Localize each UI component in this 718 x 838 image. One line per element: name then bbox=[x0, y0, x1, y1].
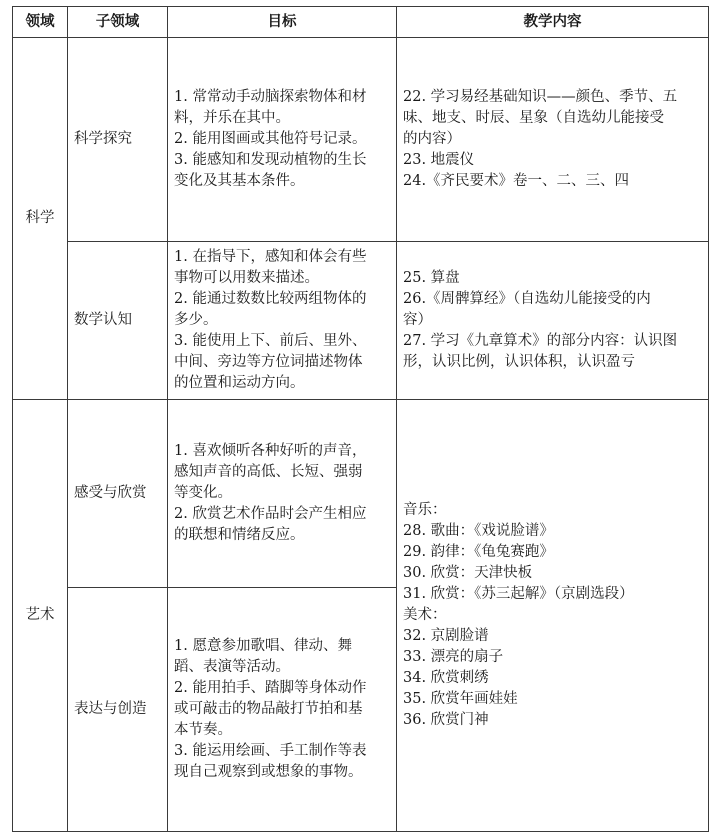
goal-line: 感知声音的高低、长短、强弱 bbox=[174, 464, 363, 480]
row-science-math bbox=[13, 242, 709, 400]
header-domain: 领域 bbox=[13, 7, 68, 38]
goal-line: 事物可以用数来描述。 bbox=[174, 270, 319, 286]
header-content: 教学内容 bbox=[397, 7, 709, 38]
header-subdomain: 子领域 bbox=[68, 7, 168, 38]
goal-line: 料，并乐在其中。 bbox=[174, 110, 290, 126]
content-line: 30. 欣赏：天津快板 bbox=[403, 565, 533, 581]
goal-line: 中间、旁边等方位词描述物体 bbox=[174, 354, 363, 370]
goal-line: 多少。 bbox=[174, 312, 218, 328]
content-line: 32. 京剧脸谱 bbox=[403, 628, 489, 644]
header-goals: 目标 bbox=[168, 7, 397, 38]
goal-line: 2. 能通过数数比较两组物体的 bbox=[174, 291, 367, 307]
subdomain-science-math: 数学认知 bbox=[68, 242, 168, 400]
subdomain-art-expression: 表达与创造 bbox=[68, 588, 168, 832]
goals-science-exploration bbox=[168, 38, 397, 242]
content-line: 容） bbox=[403, 312, 432, 328]
content-line: 22. 学习易经基础知识——颜色、季节、五 bbox=[403, 89, 678, 105]
content-line: 33. 漂亮的扇子 bbox=[403, 649, 504, 665]
content-line: 味、地支、时辰、星象（自选幼儿能接受 bbox=[403, 110, 664, 126]
goal-line: 2. 欣赏艺术作品时会产生相应 bbox=[174, 506, 367, 522]
header-row bbox=[13, 7, 709, 38]
content-line: 28. 歌曲：《戏说脸谱》 bbox=[403, 523, 554, 539]
content-line: 24.《齐民要术》卷一、二、三、四 bbox=[403, 173, 630, 189]
domain-science: 科学 bbox=[13, 38, 68, 400]
content-line: 26.《周髀算经》（自选幼儿能接受的内 bbox=[403, 291, 651, 307]
content-science-math bbox=[397, 242, 709, 400]
goal-line: 3. 能使用上下、前后、里外、 bbox=[174, 333, 367, 349]
curriculum-table bbox=[12, 6, 709, 832]
goal-line: 3. 能感知和发现动植物的生长 bbox=[174, 152, 367, 168]
goal-line: 等变化。 bbox=[174, 485, 232, 501]
goal-line: 现自己观察到或想象的事物。 bbox=[174, 764, 363, 780]
domain-art: 艺术 bbox=[13, 400, 68, 832]
content-line: 形，认识比例，认识体积，认识盈亏 bbox=[403, 354, 635, 370]
goal-line: 2. 能用拍手、踏脚等身体动作 bbox=[174, 680, 367, 696]
row-science-exploration bbox=[13, 38, 709, 242]
goal-line: 本节奏。 bbox=[174, 722, 232, 738]
content-art bbox=[397, 400, 709, 832]
content-line: 34. 欣赏刺绣 bbox=[403, 670, 489, 686]
content-line: 25. 算盘 bbox=[403, 270, 460, 286]
goal-line: 1. 愿意参加歌唱、律动、舞 bbox=[174, 638, 352, 654]
goal-line: 3. 能运用绘画、手工制作等表 bbox=[174, 743, 367, 759]
goal-line: 蹈、表演等活动。 bbox=[174, 659, 290, 675]
goals-science-math bbox=[168, 242, 397, 400]
goal-line: 2. 能用图画或其他符号记录。 bbox=[174, 131, 367, 147]
goal-line: 1. 喜欢倾听各种好听的声音， bbox=[174, 443, 367, 459]
goals-art-appreciation bbox=[168, 400, 397, 588]
goals-art-expression bbox=[168, 588, 397, 832]
content-line: 的内容） bbox=[403, 131, 461, 147]
content-line: 35. 欣赏年画娃娃 bbox=[403, 691, 518, 707]
goal-line: 或可敲击的物品敲打节拍和基 bbox=[174, 701, 363, 717]
subdomain-science-exploration: 科学探究 bbox=[68, 38, 168, 242]
goal-line: 变化及其基本条件。 bbox=[174, 173, 305, 189]
goal-line: 的位置和运动方向。 bbox=[174, 375, 305, 391]
goal-line: 1. 常常动手动脑探索物体和材 bbox=[174, 89, 367, 105]
content-line: 36. 欣赏门神 bbox=[403, 712, 489, 728]
content-science-exploration bbox=[397, 38, 709, 242]
content-line: 31. 欣赏：《苏三起解》（京剧选段） bbox=[403, 586, 634, 602]
content-line: 29. 韵律：《龟兔赛跑》 bbox=[403, 544, 554, 560]
content-line: 美术： bbox=[403, 607, 447, 623]
goal-line: 的联想和情绪反应。 bbox=[174, 527, 305, 543]
content-line: 27. 学习《九章算术》的部分内容：认识图 bbox=[403, 333, 678, 349]
content-line: 23. 地震仪 bbox=[403, 152, 475, 168]
row-art-appreciation bbox=[13, 400, 709, 588]
content-line: 音乐： bbox=[403, 502, 447, 518]
goal-line: 1. 在指导下，感知和体会有些 bbox=[174, 249, 367, 265]
subdomain-art-appreciation: 感受与欣赏 bbox=[68, 400, 168, 588]
